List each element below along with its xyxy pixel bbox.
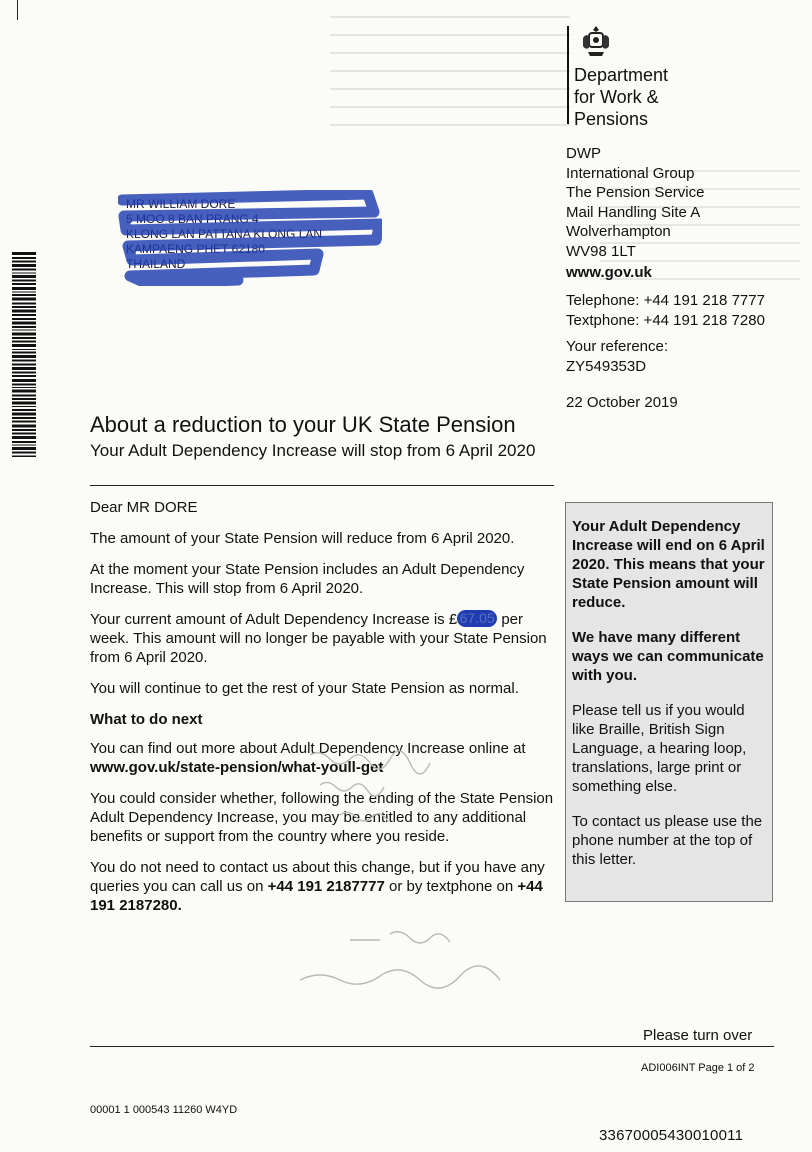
barcode-bar [12,252,36,255]
barcode-bar [12,367,36,370]
recipient-address-line: 5 MOO 8 BAN PRANG 4 [126,212,259,226]
amount-text-before: Your current amount of Adult Dependency Increase is £ [90,611,458,628]
barcode-bar [12,447,36,450]
barcode-bar [12,257,36,259]
state-pension-info-link[interactable]: www.gov.uk/state-pension/what-youll-get [90,759,384,776]
department-rule [567,26,569,124]
sender-address [566,144,704,261]
info-sidebox [565,502,773,902]
barcode-bar [12,337,36,339]
recipient-address-line: KLONG LAN PATTANA KLONG LAN [126,227,323,241]
body-paragraph: The amount of your State Pension will reduce from 6 April 2020. [90,530,515,547]
contact-phone-number: +44 191 2187777 [267,878,385,895]
barcode-bar [12,352,36,354]
barcode-bar [12,333,36,336]
barcode-bar [12,275,36,278]
sender-address-line: WV98 1LT [566,242,636,260]
salutation: Dear MR DORE [90,499,198,516]
barcode-bar [12,318,36,320]
recipient-address-line: MR WILLIAM DORE [126,197,236,211]
barcode-bar [12,452,36,454]
what-to-do-next-heading: What to do next [90,711,203,728]
footer-divider [90,1046,774,1047]
contact-text-before: You do not need to contact us about this change, but if you have any queries you can call us on [90,859,545,895]
sender-address-line: International Group [566,164,695,182]
letter-title: About a reduction to your UK State Pension [90,412,516,437]
sender-address-line: DWP [566,145,601,162]
barcode-bar [12,387,36,388]
barcode-bar [12,395,36,397]
body-paragraph: You could consider whether, following the ending of the State Pension Adult Dependency Increase, you may be entitled to any additional benefits or support from the country where you reside. [90,790,554,845]
document-reference: ADI006INT Page 1 of 2 [641,1062,755,1074]
sender-address-line: Wolverhampton [566,223,671,240]
recipient-address-line: KAMPAENG PHET 62180 [126,242,265,256]
barcode-icon [12,252,36,457]
barcode-bar [12,433,36,435]
body-paragraph: At the moment your State Pension includes an Adult Dependency Increase. This will stop from 6 April 2020. [90,561,525,597]
barcode-bar [12,341,36,343]
amount-text-after: per week. This amount will no longer be payable with your State Pension from 6 April 2020. [90,611,547,666]
barcode-bar [12,298,36,301]
barcode-bar [12,314,36,316]
weekly-amount-value: 67.05 [459,610,495,626]
department-name-line: for Work & [574,87,659,107]
barcode-bar [12,413,36,416]
barcode-bar [12,322,36,325]
barcode-bar [12,441,36,443]
website-link[interactable]: www.gov.uk [566,264,652,281]
barcode-bar [12,436,36,439]
page-edge-mark [17,0,18,20]
barcode-bar [12,303,36,305]
barcode-bar [12,283,36,285]
contact-textphone-number: +44 191 2187280. [90,878,543,914]
barcode-bar [12,379,36,382]
body-paragraph: You will continue to get the rest of your State Pension as normal. [90,680,519,697]
textphone-number: Textphone: +44 191 218 7280 [566,311,765,329]
barcode-bar [12,355,36,358]
department-name-line: Department [574,65,669,85]
sender-address-line: The Pension Service [566,184,705,201]
sidebox-accessibility-text: Please tell us if you would like Braille, British Sign Language, a hearing loop, translations, large print or something else. [572,702,747,795]
barcode-bar [12,390,36,393]
barcode-bar [12,261,36,263]
telephone-number: Telephone: +44 191 218 7777 [566,292,765,309]
barcode-bar [12,330,36,331]
letter-date: 22 October 2019 [566,394,678,411]
recipient-address-line: THAILAND [126,257,186,271]
barcode-bar [12,294,36,296]
barcode-bar [12,269,36,271]
barcode-bar [12,384,36,386]
barcode-bar [12,406,36,407]
barcode-bar [12,425,36,428]
department-name-line: Pensions [574,109,649,129]
reference-label: Your reference: [566,338,669,355]
mailing-code: 00001 1 000543 11260 W4YD [90,1104,238,1116]
barcode-bar [12,280,36,282]
sidebox-summary: Your Adult Dependency Increase will end on 6 April 2020. This means that your State Pension amount will reduce. [572,518,765,611]
ink-redaction-scribble [118,190,382,286]
reference-value: ZY549353D [566,357,647,375]
ink-blot-over-amount [457,610,497,627]
letter-subtitle: Your Adult Dependency Increase will stop from 6 April 2020 [90,441,536,460]
contact-numbers [566,291,765,330]
barcode-bar [12,310,36,313]
barcode-bar [12,292,36,293]
barcode-bar [12,349,36,350]
barcode-bar [12,344,36,347]
barcode-bar [12,372,36,374]
reference [566,337,668,376]
barcode-bar [12,429,36,431]
body-paragraph-amount [90,610,560,667]
barcode-bar [12,375,36,377]
title-divider [90,485,554,486]
royal-coat-of-arms-icon [580,24,612,58]
barcode-bar [12,326,36,328]
please-turn-over: Please turn over [643,1027,753,1044]
link-intro-text: You can find out more about Adult Dependency Increase online at [90,740,526,757]
barcode-bar [12,287,36,290]
barcode-bar [12,273,36,274]
barcode-bar [12,364,36,366]
barcode-bar [12,306,36,308]
barcode-bar [12,456,36,458]
pencil-handwriting-scribble [280,745,580,1005]
barcode-bar [12,264,36,267]
barcode-bar [12,417,36,419]
barcode-bar [12,398,36,400]
department-name [574,64,668,130]
barcode-bar [12,409,36,411]
tracking-number: 33670005430010011 [599,1127,744,1144]
barcode-bar [12,360,36,362]
sender-address-line: Mail Handling Site A [566,203,701,221]
barcode-bar [12,402,36,405]
sidebox-communication-heading: We have many different ways we can communicate with you. [572,629,764,684]
sidebox-contact-text: To contact us please use the phone number at the top of this letter. [572,813,763,868]
show-through-text [330,6,570,126]
barcode-bar [12,421,36,423]
contact-text-mid: or by textphone on [384,878,518,895]
barcode-bar [12,445,36,446]
